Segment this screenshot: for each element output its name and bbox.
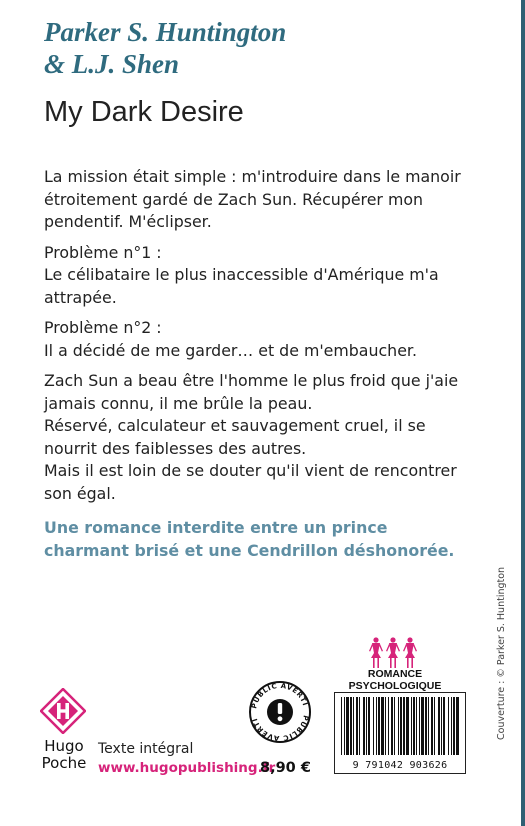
barcode-bar [438, 697, 440, 755]
barcode-bar [400, 697, 402, 755]
barcode-bar [411, 697, 412, 755]
integral-text-label: Texte intégral [98, 741, 194, 757]
three-women-silhouettes-icon [368, 636, 418, 670]
barcode-bars [335, 695, 465, 759]
barcode-bar [413, 697, 415, 755]
blurb-problem-1-heading: Problème n°1 : [44, 242, 162, 262]
barcode-bar [376, 697, 377, 755]
woman-silhouette-3 [403, 637, 417, 668]
barcode-bar [391, 697, 393, 755]
publisher-name [40, 738, 88, 772]
public-averti-badge [248, 680, 312, 744]
barcode-bar [443, 697, 445, 755]
barcode-bar [448, 697, 449, 755]
blurb-zach-line-2: Réservé, calculateur et sauvagement cruel, il se nourrit des faiblesses des autres. [44, 416, 426, 458]
barcode-bar [346, 697, 349, 755]
woman-silhouette-2 [386, 637, 400, 668]
barcode-bar [403, 697, 405, 755]
blurb-zach-line-3: Mais il est loin de se douter qu'il vient de rencontrer son égal. [44, 461, 457, 503]
barcode-bar [434, 697, 435, 755]
barcode-bar [419, 697, 420, 755]
barcode-bar [366, 697, 367, 755]
badge-text-bottom: PUBLIC AVERTI [250, 714, 310, 743]
publisher-name-line-1: Hugo [44, 737, 84, 755]
blurb [44, 166, 464, 513]
barcode-bar [394, 697, 395, 755]
price: 8,90 € [260, 760, 311, 776]
barcode-bar [368, 697, 370, 755]
spine-edge-stripe [521, 0, 525, 826]
barcode-bar [456, 697, 459, 755]
barcode-bar [341, 697, 342, 755]
blurb-paragraph-problem-2 [44, 317, 464, 362]
publisher-website: www.hugopublishing.fr [98, 760, 276, 776]
blurb-paragraph-mission: La mission était simple : m'introduire dans le manoir étroitement gardé de Zach Sun. Récupérer mon pendentif. M'éclipser. [44, 167, 461, 231]
barcode-bar [431, 697, 433, 755]
barcode-bar [398, 697, 399, 755]
barcode-bar [451, 697, 452, 755]
barcode-bar [356, 697, 358, 755]
barcode-bar [378, 697, 380, 755]
exclamation-icon [267, 699, 293, 725]
barcode-bar [428, 697, 429, 755]
barcode-bar [350, 697, 352, 755]
barcode-bar [385, 697, 386, 755]
blurb-problem-2-heading: Problème n°2 : [44, 318, 162, 337]
barcode-bar [359, 697, 360, 755]
barcode-bar [441, 697, 442, 755]
barcode-bar [344, 697, 345, 755]
cover-credit: Couverture : © Parker S. Huntington [496, 566, 507, 740]
authors [44, 16, 464, 80]
author-line-2: & L.J. Shen [44, 49, 180, 79]
blurb-paragraph-zach [44, 370, 464, 505]
badge-text-top: PUBLIC AVERTI [250, 681, 310, 710]
tagline: Une romance interdite entre un prince charmant brisé et une Cendrillon déshonorée. [44, 518, 455, 560]
hugo-h-diamond-icon [40, 688, 86, 734]
blurb-zach-line-1: Zach Sun a beau être l'homme le plus froid que j'aie jamais connu, il me brûle la peau. [44, 371, 459, 413]
barcode-bar [388, 697, 389, 755]
author-line-1: Parker S. Huntington [44, 17, 287, 47]
barcode-bar [373, 697, 374, 755]
barcode-bar [425, 697, 427, 755]
barcode-digits: 9 791042 903626 [352, 760, 448, 771]
barcode-bar [363, 697, 365, 755]
barcode [334, 692, 466, 774]
book-title: My Dark Desire [44, 96, 244, 128]
publisher-name-line-2: Poche [41, 754, 87, 772]
barcode-bar [406, 697, 409, 755]
barcode-bar [421, 697, 424, 755]
blurb-problem-2-text: Il a décidé de me garder… et de m'embaucher. [44, 340, 417, 360]
barcode-bar [416, 697, 417, 755]
genre-label: ROMANCE PSYCHOLOGIQUE [348, 668, 442, 692]
woman-silhouette-1 [369, 637, 383, 668]
barcode-bar [353, 697, 354, 755]
blurb-problem-1-text: Le célibataire le plus inaccessible d'Amérique m'a attrapée. [44, 265, 439, 307]
barcode-bar [453, 697, 455, 755]
barcode-bar [381, 697, 384, 755]
blurb-paragraph-problem-1 [44, 242, 464, 310]
